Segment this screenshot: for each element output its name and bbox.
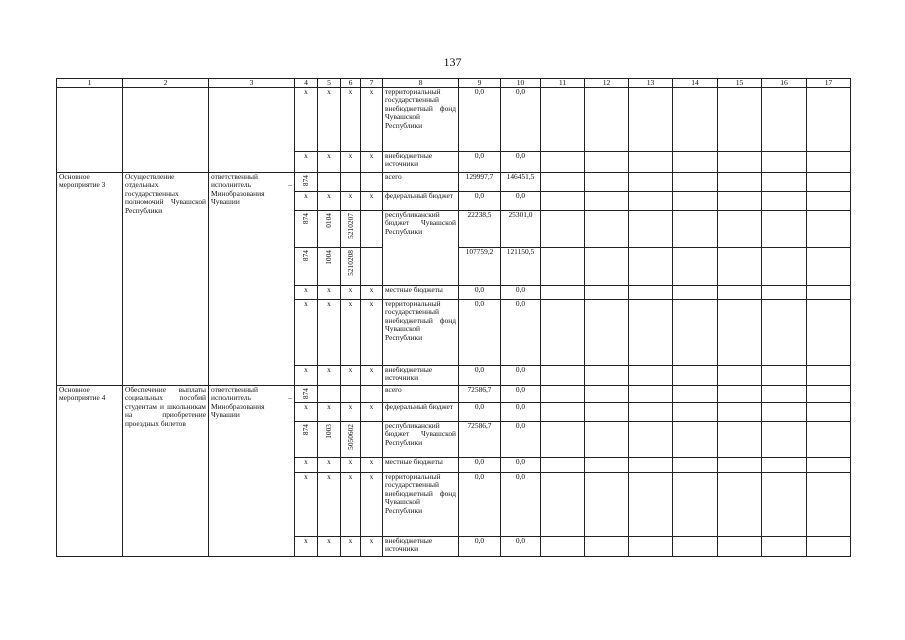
header-cell: 6 <box>341 79 361 88</box>
header-cell: 4 <box>295 79 318 88</box>
source-label: республиканский бюджет Чувашской Республики <box>383 211 459 286</box>
table-row: 874 0104 5210207 республиканский бюджет Чувашской Республики 22238,5 25301,0 <box>57 211 851 248</box>
source-label: федеральный бюджет <box>383 403 459 422</box>
header-cell: 12 <box>585 79 629 88</box>
header-cell: 15 <box>718 79 762 88</box>
header-cell: 9 <box>459 79 501 88</box>
measure-3-title: Основное мероприятие 3 <box>57 173 123 386</box>
table-row: x x x x территориальный государственный внебюджетный фонд Чувашской Республики 0,0 0,0 <box>57 88 851 152</box>
source-label: территориальный государственный внебюджетный фонд Чувашской Республики <box>383 473 459 537</box>
header-cell: 13 <box>629 79 673 88</box>
table-row: x x x x внебюджетные источники 0,0 0,0 <box>57 152 851 173</box>
header-cell: 7 <box>361 79 383 88</box>
measure-4-title: Основное мероприятие 4 <box>57 386 123 557</box>
header-cell: 3 <box>209 79 295 88</box>
measure-4-executor: ответственный исполнитель – Минобразования Чувашии <box>209 386 295 557</box>
table-row: x x x x внебюджетные источники 0,0 0,0 <box>57 366 851 386</box>
measure-3-name: Осуществление отдельных государственных полномочий Чувашской Республики <box>123 173 209 386</box>
table-row: x x x x местные бюджеты 0,0 0,0 <box>57 286 851 300</box>
source-label: всего <box>383 386 459 403</box>
table-row: Основное мероприятие 4 Обеспечение выплаты социальных пособий студентам и школьникам на приобретение проездных билетов ответственный исполнитель – Минобразования Чувашии 874 всего 72586,7 0,0 <box>57 386 851 403</box>
header-cell: 1 <box>57 79 123 88</box>
source-label: территориальный государственный внебюджетный фонд Чувашской Республики <box>383 300 459 366</box>
table-row: Основное мероприятие 3 Осуществление отдельных государственных полномочий Чувашской Республики ответственный исполнитель – Минобразования Чувашии 874 всего 129997,7 146451,5 <box>57 173 851 192</box>
header-cell: 11 <box>541 79 585 88</box>
source-label: внебюджетные источники <box>383 152 459 173</box>
table-row: x x x x территориальный государственный внебюджетный фонд Чувашской Республики 0,0 0,0 <box>57 300 851 366</box>
budget-table <box>56 78 851 557</box>
table-row: x x x x местные бюджеты 0,0 0,0 <box>57 458 851 473</box>
source-label: федеральный бюджет <box>383 192 459 211</box>
source-label: всего <box>383 173 459 192</box>
header-row <box>57 79 851 88</box>
table-row: x x x x территориальный государственный внебюджетный фонд Чувашской Республики 0,0 0,0 <box>57 473 851 537</box>
header-cell: 16 <box>762 79 807 88</box>
measure-4-name: Обеспечение выплаты социальных пособий студентам и школьникам на приобретение проездных билетов <box>123 386 209 557</box>
source-label: внебюджетные источники <box>383 537 459 557</box>
table-row: 874 1004 5210208 107759,2 121150,5 <box>57 248 851 286</box>
table-row: x x x x внебюджетные источники 0,0 0,0 <box>57 537 851 557</box>
header-cell: 17 <box>807 79 851 88</box>
header-cell: 8 <box>383 79 459 88</box>
page-number: 137 <box>443 55 462 69</box>
table-row: x x x x федеральный бюджет 0,0 0,0 <box>57 192 851 211</box>
header-cell: 10 <box>501 79 541 88</box>
header-cell: 5 <box>318 79 341 88</box>
table-row: x x x x федеральный бюджет 0,0 0,0 <box>57 403 851 422</box>
measure-3-executor: ответственный исполнитель – Минобразования Чувашии <box>209 173 295 386</box>
source-label: местные бюджеты <box>383 286 459 300</box>
source-label: внебюджетные источники <box>383 366 459 386</box>
source-label: территориальный государственный внебюджетный фонд Чувашской Республики <box>383 88 459 152</box>
header-cell: 2 <box>123 79 209 88</box>
header-cell: 14 <box>673 79 718 88</box>
source-label: республиканский бюджет Чувашской Республики <box>383 422 459 458</box>
table-row: 874 1003 5050602 республиканский бюджет Чувашской Республики 72586,7 0,0 <box>57 422 851 458</box>
source-label: местные бюджеты <box>383 458 459 473</box>
